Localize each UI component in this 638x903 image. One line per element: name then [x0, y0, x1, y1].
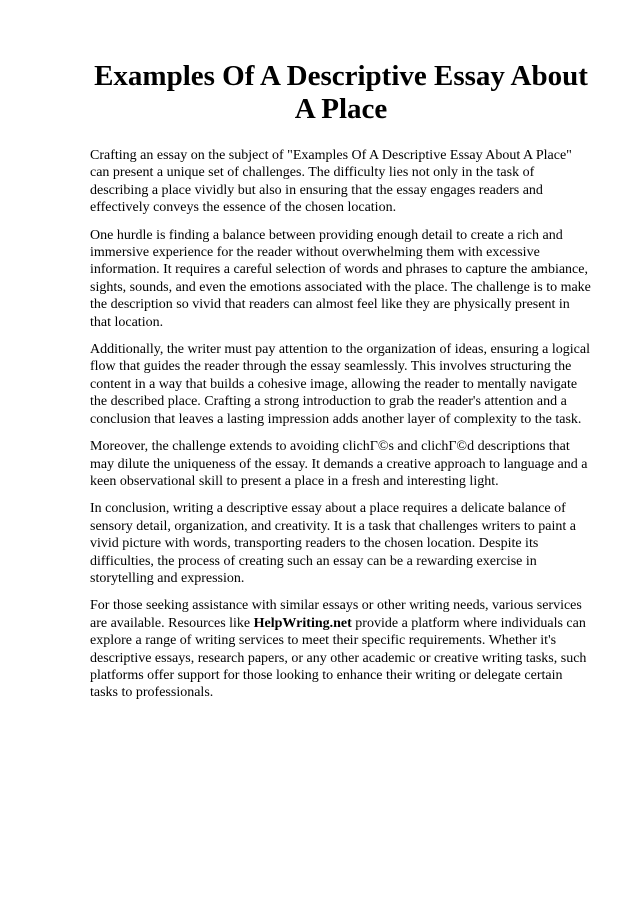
paragraph-5: In conclusion, writing a descriptive essay about a place requires a delicate balance of sensory detail, organization, and creativity. It is a task that challenges writers to paint a vivid picture with words, transporting readers to the chosen location. Despite its difficulties, the process of creating such an essay can be a rewarding exercise in storytelling and expression. — [90, 501, 576, 586]
paragraph-2: One hurdle is finding a balance between providing enough detail to create a rich and immersive experience for the reader without overwhelming them with excessive information. It requires a careful selection of words and phrases to capture the ambiance, sights, sounds, and even the emotions associated with the place. The challenge is to make the description so vivid that readers can almost feel like they are physically present in that location. — [90, 227, 591, 330]
paragraph-3: Additionally, the writer must pay attention to the organization of ideas, ensuring a logical flow that guides the reader through the essay seamlessly. This involves structuring the content in a way that builds a cohesive image, allowing the reader to mentally navigate the described place. Crafting a strong introduction to grab the reader's attention and a conclusion that leaves a lasting impression adds another layer of complexity to the task. — [90, 342, 590, 427]
paragraph-4: Moreover, the challenge extends to avoiding clichГ©s and clichГ©d descriptions that may dilute the uniqueness of the essay. It demands a creative approach to language and a keen observational skill to present a place in a fresh and interesting light. — [90, 439, 588, 489]
document-page — [90, 60, 592, 712]
paragraph-6 — [90, 597, 592, 701]
paragraph-6-before: For those seeking assistance with similar essays or other writing needs, various services are available. Resources like — [90, 598, 582, 631]
paragraph-1: Crafting an essay on the subject of "Examples Of A Descriptive Essay About A Place" can present a unique set of challenges. The difficulty lies not only in the task of describing a place vividly but also in ensuring that the essay engages readers and effectively conveys the essence of the chosen location. — [90, 148, 572, 216]
paragraph-6-after: provide a platform where individuals can explore a range of writing services to meet their specific requirements. Whether it's descriptive essays, research papers, or any other academic or creative writing tasks, such platforms offer support for those looking to enhance their writing or delegate certain tasks to professionals. — [90, 615, 587, 701]
helpwriting-link[interactable]: HelpWriting.net — [253, 615, 352, 631]
document-title: Examples Of A Descriptive Essay About A Place — [94, 60, 588, 125]
